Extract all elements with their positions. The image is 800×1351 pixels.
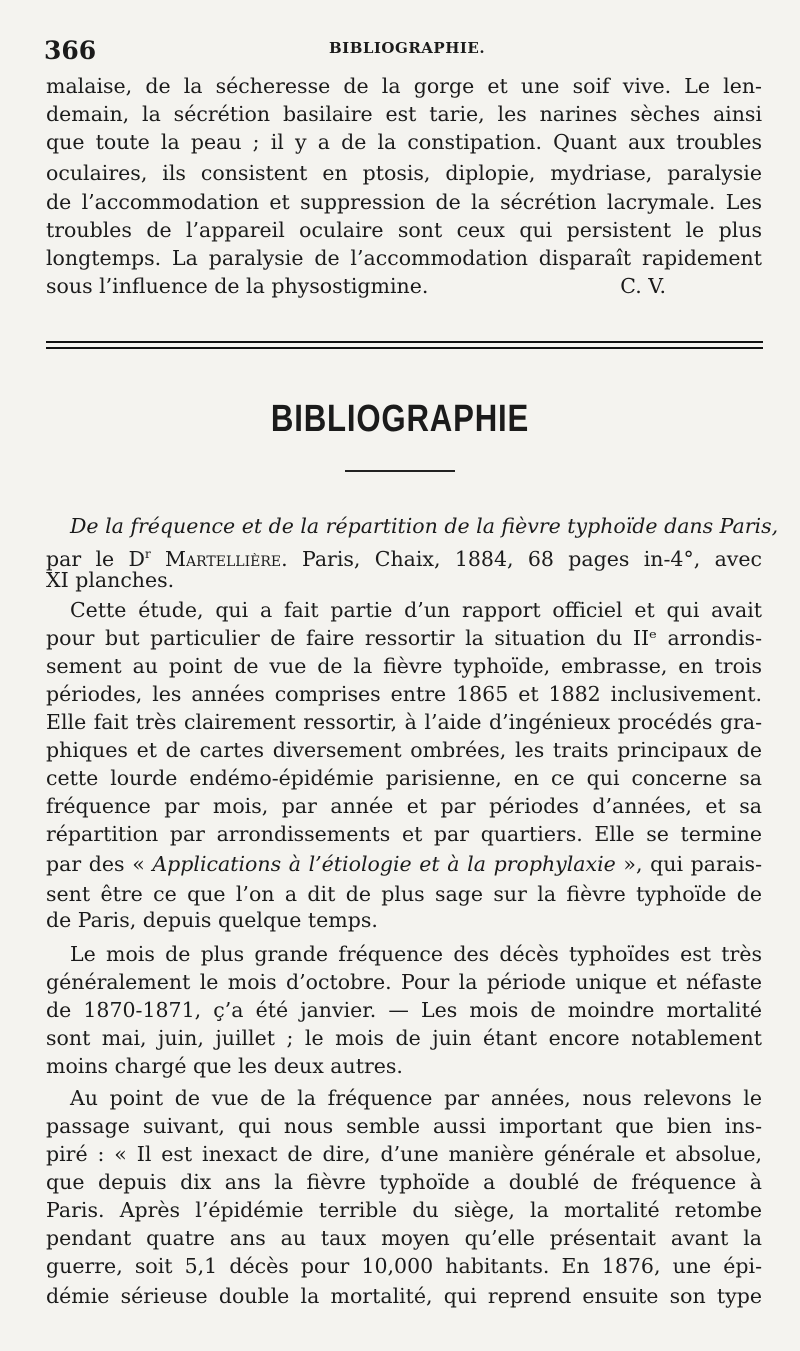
text-line: phiques et de cartes diversement ombrées, les traits principaux de: [46, 738, 762, 762]
text-line: sement au point de vue de la fièvre typhoïde, embrasse, en trois: [46, 654, 762, 678]
text-line: répartition par arrondissements et par quartiers. Elle se termine: [46, 822, 762, 846]
text-line: longtemps. La paralysie de l’accommodation disparaît rapidement: [46, 246, 762, 270]
text-line: de l’accommodation et suppression de la sécrétion lacrymale. Les: [46, 190, 762, 214]
citation-sup: r: [144, 547, 151, 561]
double-rule-top: [46, 341, 763, 343]
text-line: Au point de vue de la fréquence par années, nous relevons le: [70, 1086, 762, 1110]
citation-prefix: par le D: [46, 546, 145, 571]
text-fragment: », qui parais-: [615, 852, 763, 876]
title-underline: [345, 470, 455, 472]
text-line-signed: [46, 272, 762, 300]
text-line: oculaires, ils consistent en ptosis, diplopie, mydriase, paralysie: [46, 161, 762, 185]
section-title: BIBLIOGRAPHIE: [270, 398, 530, 440]
running-title: BIBLIOGRAPHIE.: [329, 39, 486, 57]
citation-author-line: [46, 540, 762, 571]
text-fragment: par des «: [46, 852, 153, 876]
text-line: pendant quatre ans au taux moyen qu’elle présentait avant la: [46, 1226, 762, 1250]
citation-title: De la fréquence et de la répartition de la fièvre typhoïde dans Paris,: [70, 514, 779, 538]
text-line: Elle fait très clairement ressortir, à l’aide d’ingénieux procédés gra-: [46, 710, 762, 734]
text-line: Cette étude, qui a fait partie d’un rapport officiel et qui avait: [70, 598, 762, 622]
text-line: démie sérieuse double la mortalité, qui reprend ensuite son type: [46, 1284, 762, 1308]
italic-quote: Applications à l’étiologie et à la prophylaxie: [152, 852, 616, 876]
text-line: piré : « Il est inexact de dire, d’une manière générale et absolue,: [46, 1142, 762, 1166]
text-line: généralement le mois d’octobre. Pour la période unique et néfaste: [46, 970, 762, 994]
citation-author: Martellière: [165, 546, 282, 571]
text-line: périodes, les années comprises entre 1865 et 1882 inclusivement.: [46, 682, 762, 706]
running-head: [44, 36, 760, 66]
text-line: que toute la peau ; il y a de la constipation. Quant aux troubles: [46, 130, 762, 154]
text-line-italic: [46, 850, 762, 878]
text-line: de Paris, depuis quelque temps.: [46, 908, 378, 932]
text-line: sont mai, juin, juillet ; le mois de juin étant encore notablement: [46, 1026, 762, 1050]
page-number: 366: [44, 36, 97, 65]
text-line: troubles de l’appareil oculaire sont ceux qui persistent le plus: [46, 218, 762, 242]
citation-line3: XI planches.: [46, 568, 175, 592]
text-line: sous l’influence de la physostigmine.: [46, 274, 429, 298]
text-line: moins chargé que les deux autres.: [46, 1054, 403, 1078]
double-rule-bottom: [46, 347, 763, 349]
author-signature: C. V.: [620, 274, 666, 298]
text-line: guerre, soit 5,1 décès pour 10,000 habitants. En 1876, une épi-: [46, 1254, 762, 1278]
text-line: fréquence par mois, par année et par périodes d’années, et sa: [46, 794, 762, 818]
text-line: sent être ce que l’on a dit de plus sage sur la fièvre typhoïde de: [46, 882, 762, 906]
text-line: malaise, de la sécheresse de la gorge et une soif vive. Le len-: [46, 74, 762, 98]
text-line: que depuis dix ans la fièvre typhoïde a doublé de fréquence à: [46, 1170, 762, 1194]
text-line: Le mois de plus grande fréquence des décès typhoïdes est très: [70, 942, 762, 966]
text-line: pour but particulier de faire ressortir la situation du IIᵉ arrondis-: [46, 626, 762, 650]
text-line: cette lourde endémo-épidémie parisienne, en ce qui concerne sa: [46, 766, 762, 790]
text-line: passage suivant, qui nous semble aussi important que bien ins-: [46, 1114, 762, 1138]
citation-details: . Paris, Chaix, 1884, 68 pages in-4°, avec: [281, 546, 762, 571]
text-line: Paris. Après l’épidémie terrible du siège, la mortalité retombe: [46, 1198, 762, 1222]
text-line: de 1870-1871, ç’a été janvier. — Les mois de moindre mortalité: [46, 998, 762, 1022]
text-line: demain, la sécrétion basilaire est tarie, les narines sèches ainsi: [46, 102, 762, 126]
